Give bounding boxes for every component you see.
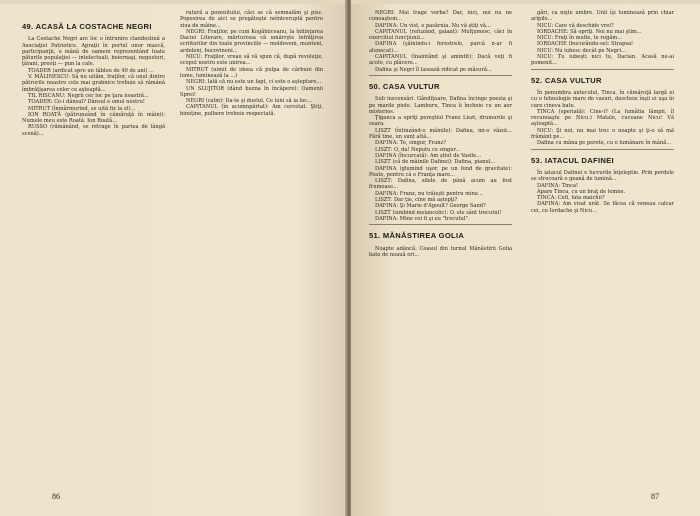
page-top-edge — [351, 0, 700, 4]
section-heading-51: 51. MĂNĂSTIREA GOLIA — [369, 231, 465, 241]
left-column-1 — [22, 16, 165, 137]
paragraph: TOADER (ardicat spre un tăblou de 40 de ani) ... — [28, 67, 154, 74]
paragraph: DAFINA: Am visat urât. Se făcea că veneau calcar cei, cu Iordache şi Nicu... — [531, 201, 674, 214]
section-heading-53: 53. IATACUL DAFINEI — [531, 155, 614, 165]
paragraph: Noapte adâncă. Ceasul din turnul Mânăstirii Golia bate de noauă ori... — [369, 245, 512, 258]
paragraph: CAPITANUL (refuzând, galant): Mulţumesc, căci în exercitiul funcţiunii... — [369, 28, 512, 42]
paragraph: NICU: Tu iubeşti nici tu, Dacian. Acasă ne-ai pomenit... — [531, 54, 674, 67]
page-top-edge — [0, 0, 347, 4]
paragraph: RUSSO (rămânând, se retrage în partea de lângă scenă)... — [22, 124, 165, 137]
section-rule — [369, 224, 512, 225]
section-heading-50: 50. CASA VULTUR — [369, 81, 440, 91]
left-column-2 — [180, 10, 323, 117]
paragraph: CAPITANUL (în acumnpărtat): Am cercetat. Ştiţi, bineţine, pulbere trebuie respectată. — [180, 104, 323, 117]
paragraph: Dafina cu mâna pe perete, cu o lumânare în mână... — [537, 140, 672, 147]
paragraph: TINCA (speriată): Cine-i? (La fumătia lămpii, îl recunoaşte pe Nicu.) Matale, cucoane Nicu! Vă aşteaptă... — [531, 108, 674, 128]
section-heading-49: 49. ACASĂ LA COSTACHE NEGRI — [22, 22, 152, 31]
paragraph: LISZT (întinzând-o mâinile): Dafina, mi-o văzut... Fără tine, un sunt altă... — [369, 127, 512, 141]
section-rule — [369, 75, 512, 76]
paragraph: MITRUT (înmărmurind, se uită fix la el)... — [28, 105, 136, 112]
paragraph: DAFINA: Mine voi fi şi eu "trecutul". — [375, 215, 470, 222]
paragraph: NICU: Care vă deschide vrei? — [537, 22, 614, 29]
paragraph: IORDACHE: Să opriţi. Noi nu mai ştim... — [537, 28, 642, 35]
paragraph: În iatacul Dafinei e lucrurile înţeleptie. Prin perdele se strecoară o geană de lumină... — [531, 169, 674, 183]
paragraph: În penumbra anteculul, Tinca, în cămăruţă largă ei cu o tehnologie mare de vasuri, descheie înşii ei uşa în care cineva bate. — [531, 89, 674, 109]
paragraph: NEGRI: Mai trage vorba? Dar, nici, noi nu ne cunoaştem... — [369, 10, 512, 23]
paragraph: LISZT (simbind melancolic): O, ele sânt trecutul! — [375, 209, 502, 216]
paragraph: LISZT: Dafina, zilele de până acum au fost frumoase... — [369, 178, 512, 191]
paragraph: DAFINA: Tinca! — [537, 182, 579, 189]
section-rule — [531, 149, 674, 150]
paragraph: ION ROATĂ (pătrunzând în cămăruţă în mâini): Numele meu este Roată. Ion Roată... — [22, 111, 165, 125]
paragraph: NICU: Fraţi în multe, te rugăm... — [537, 35, 623, 42]
paragraph: ratură a pozenitului, căci se că semnalăm şi pisc. Poposirea de aici se pregăteşte neîntreruptă pentru ziua de mâine... — [180, 10, 323, 29]
paragraph: TINCA: Cefi, fata maichii? — [537, 195, 605, 202]
paragraph: DAFINA (şăinindu-i ferestrele, parcă n-ar fi alunecat)... — [369, 41, 512, 54]
paragraph: IORDACHE (bucurându-se): Strapsa! — [537, 41, 634, 48]
paragraph: La Costache Negri are loc o întrunire clandestină a Asociaţiei Patriotice. Apraţii în portul unor mască, participanţii, o mână de oameni reprezentând toate păturile populaţiei — intelectuali, boiernaşi, negustori, ţărani, preoţi — pun la cale. — [22, 36, 165, 68]
paragraph: UN SLUJITOR (dând buzna în încăpere): Oamenii Sprei! — [180, 85, 323, 98]
paragraph: LISZT: O, da! Neputu ce singur... — [375, 146, 461, 153]
paragraph: Sub inscensări. Gândiţoare, Dafina încinge poezia şi pe marile piete. Lamburu, Tinca îi încheie cu un aer misterios. — [369, 96, 512, 115]
section-rule — [531, 69, 674, 70]
paragraph: TOADER: Ce-i dânsul? Dânsul e omul nostru! — [28, 99, 145, 106]
paragraph: DAFINA: Şi Marie d'Agoult? George Sand? — [375, 203, 486, 210]
paragraph: CAPITANUL (înaintând şi amintit): Dacă veţi fi acolo, cu plăcere... — [369, 54, 512, 67]
paragraph: Apare Tinca, cu un braţ de lemne. — [537, 188, 626, 195]
paragraph: NICU: Nu iubesc decât pe Negri... — [537, 47, 626, 54]
paragraph: LISZT: Dar ţie, cine mă aştepţi? — [375, 197, 458, 204]
paragraph: DAFINA: Un vist, e pasăruia. Nu vă ştiţi vă... — [375, 22, 491, 29]
page-number-left: 86 — [52, 492, 60, 501]
paragraph: Ţiganca a opriţi pereştiul Franz Liszt, drumurile şi seara. — [369, 115, 512, 128]
paragraph: NICU: Şi noi, nu mai trec o noapte şi ţi-o să mă frământ pe... — [531, 127, 674, 141]
right-page — [351, 0, 700, 516]
paragraph: DAFINA (glumind uşor, pe un fond de gravitate): Poate, pentru că e Franţa mare... — [369, 165, 512, 178]
paragraph: TIL RISCANU: Negrii cer loc pe ţara noastră... — [28, 92, 149, 99]
paragraph: NEGRI: Iată că nu este un fapt, ci este o aşteptare... — [186, 79, 322, 86]
paragraph: MITRUT (uimit de ideea că pulpa de cărbuni din lume, luminează la ...) — [180, 66, 323, 79]
page-number-right: 87 — [651, 492, 659, 501]
paragraph: NEGRI: Fraţilor, pe cum Kogălniceanu, la înfiinţarea Daciei Literare, mărturisea că umărrşte înfrăţirea scriitorilor din toate provinciile — moldoveni, munteni, ardeleni, bucovineni... — [180, 28, 323, 54]
paragraph: V. MĂLINESCU: Să nu uităm, fraţilor, că unul dintre pătrurile noastre cele mai grabnice trebuie să rămână îmbrăţişarea celor ce aşteaptă... — [22, 74, 165, 93]
right-column-1 — [369, 10, 512, 258]
paragraph: DAFINA: To, singur, Franz? — [375, 140, 446, 147]
paragraph: LISZT (că de mâinile Dafinei): Dafina, pianul... — [375, 159, 496, 166]
right-column-2 — [531, 10, 674, 214]
paragraph: DAFINA: Franz, nu trăieşti pentru mine... — [375, 190, 483, 197]
paragraph: gări, ca nişte umbre. Unii îşi luminează prin chiar aripile... — [531, 10, 674, 23]
paragraph: DAFINA (încurcată): Am ştiut de Vasile... — [375, 152, 482, 159]
paragraph: Dafina şi Negri îl lasează ridicat pe măsură... — [375, 66, 492, 73]
paragraph: NEGRI (calm): Da-te şi duelul. Ce luni să ia loc... — [186, 98, 313, 105]
section-heading-52: 52. CASA VULTUR — [531, 75, 602, 85]
left-page — [0, 0, 347, 516]
paragraph: NICU: Fraţilor, vreau să vă spun că, după revoluţie, scopul nostru este unirea... — [180, 54, 323, 67]
